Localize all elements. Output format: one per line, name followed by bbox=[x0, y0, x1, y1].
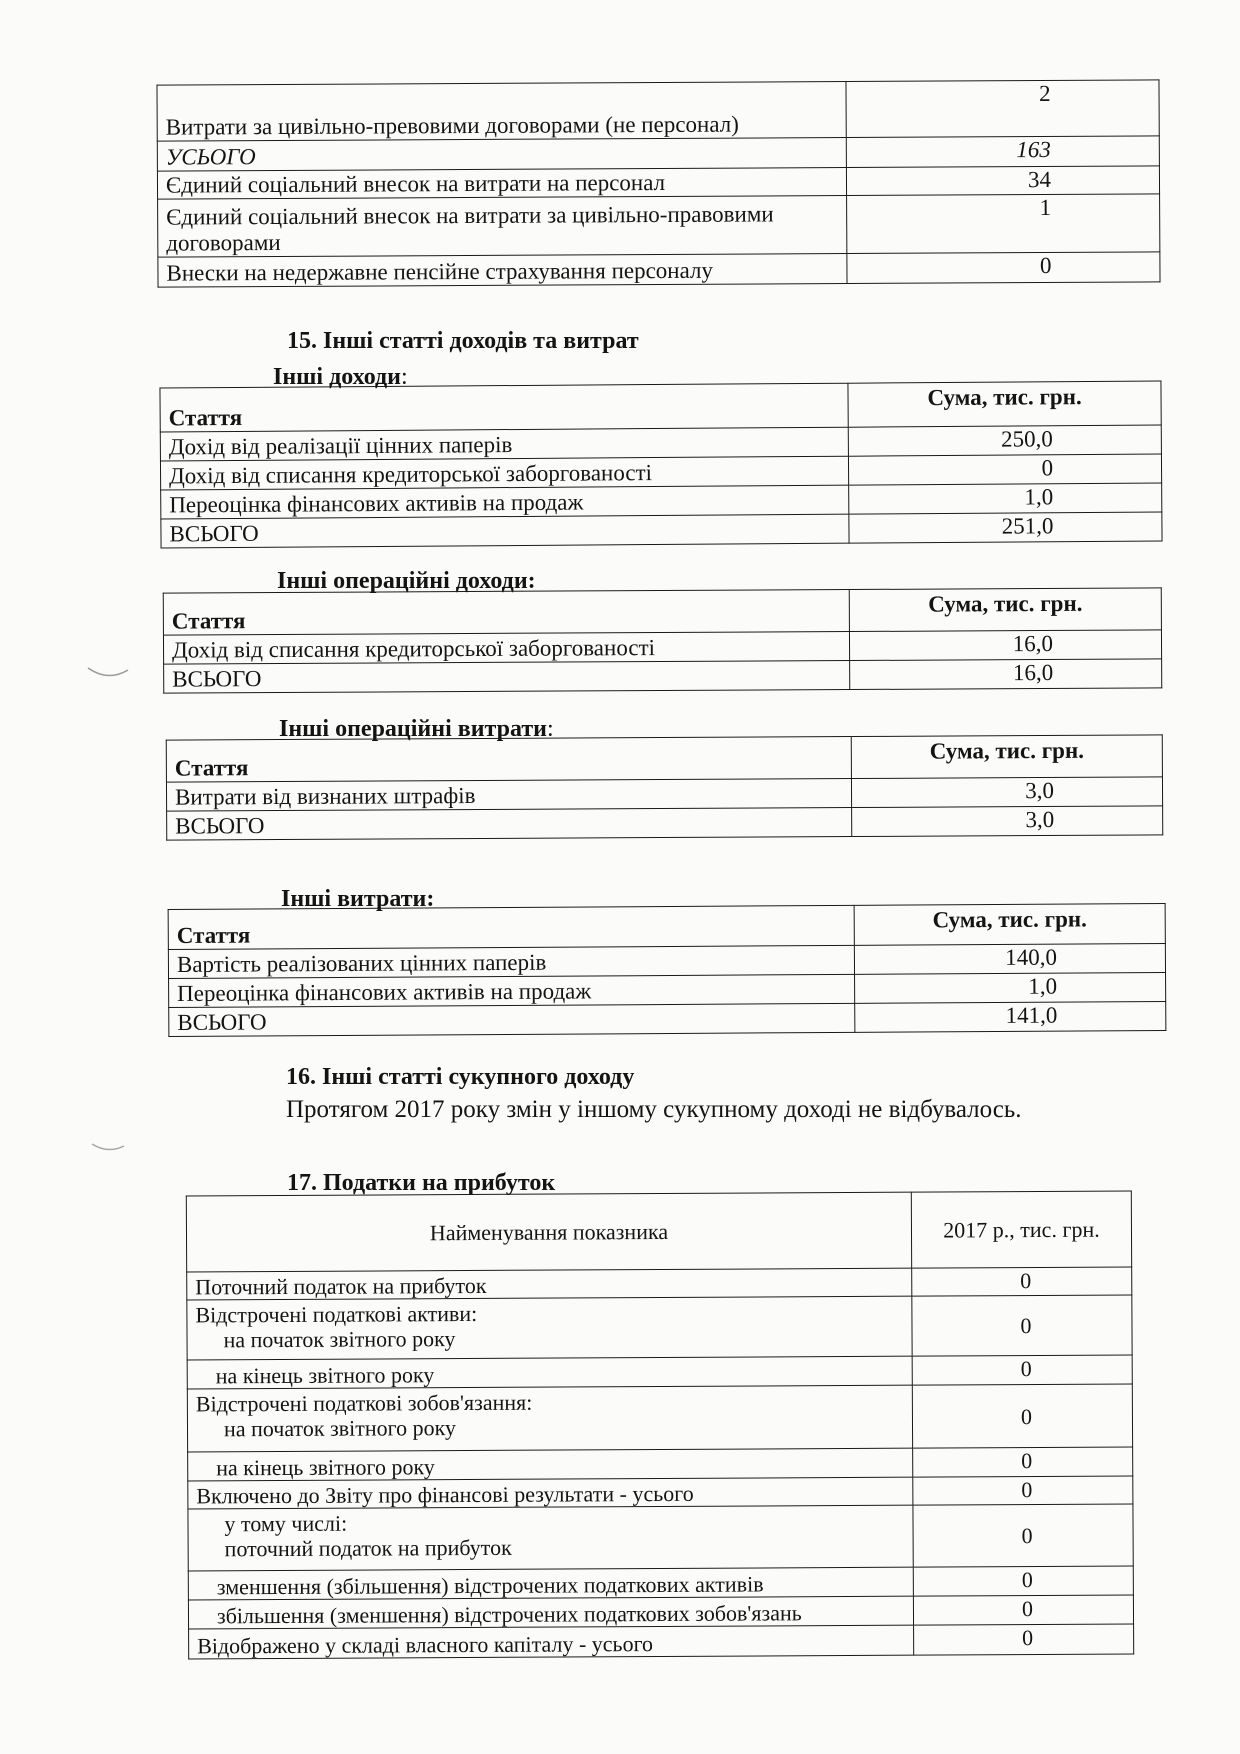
row-value: 141,0 bbox=[855, 1001, 1166, 1032]
row-label: Дохід від реалізації цінних паперів bbox=[160, 427, 848, 461]
header-item: Стаття bbox=[160, 383, 848, 432]
row-value: 0 bbox=[912, 1384, 1132, 1448]
row-value: 0 bbox=[914, 1624, 1134, 1655]
header-item: Найменування показника bbox=[186, 1192, 911, 1272]
row-label: Витрати від визнаних штрафів bbox=[166, 779, 851, 812]
row-value: 0 bbox=[912, 1355, 1132, 1385]
row-label: Вартість реалізованих цінних паперів bbox=[168, 945, 854, 978]
row-value: 0 bbox=[913, 1504, 1133, 1567]
row-label: Переоцінка фінансових активів на продаж bbox=[169, 974, 855, 1007]
row-label: Внески на недержавне пенсійне страхування персоналу bbox=[158, 254, 847, 288]
row-label: ВСЬОГО bbox=[161, 514, 849, 548]
row-label: Переоцінка фінансових активів на продаж bbox=[161, 485, 849, 519]
row-label-line: поточний податок на прибуток bbox=[224, 1534, 512, 1562]
row-value: 140,0 bbox=[854, 943, 1165, 974]
row-label-line: на початок звітного року bbox=[223, 1326, 456, 1353]
row-label: на кінець звітного року bbox=[188, 1448, 913, 1481]
row-value: 16,0 bbox=[849, 630, 1161, 661]
row-value: 0 bbox=[913, 1476, 1133, 1505]
row-label-line: на початок звітного року bbox=[223, 1415, 457, 1442]
row-label: Єдиний соціальний внесок на витрати за цивільно-правовими договорами bbox=[158, 196, 847, 258]
header-sum: Сума, тис. грн. bbox=[851, 735, 1162, 779]
row-value: 0 bbox=[847, 252, 1160, 284]
row-value: 0 bbox=[912, 1295, 1132, 1356]
row-label: збільшення (зменшення) відстрочених податкових зобов'язань bbox=[188, 1596, 913, 1629]
row-label: Відображено у складі власного капіталу - усього bbox=[189, 1625, 914, 1659]
row-value: 0 bbox=[913, 1595, 1133, 1625]
row-value: 3,0 bbox=[852, 806, 1163, 837]
row-value: 0 bbox=[912, 1267, 1132, 1296]
row-label: Єдиний соціальний внесок на витрати на персонал bbox=[157, 168, 846, 200]
row-label-line: у тому числі: bbox=[224, 1510, 348, 1537]
row-label: Дохід від списання кредиторської заборгованості bbox=[163, 632, 849, 665]
row-value: 250,0 bbox=[848, 425, 1161, 456]
row-label-line: Відстрочені податкові зобов'язання: bbox=[195, 1389, 533, 1417]
header-item: Стаття bbox=[168, 905, 854, 949]
row-value: 1,0 bbox=[849, 483, 1162, 514]
header-sum: Сума, тис. грн. bbox=[854, 903, 1165, 945]
punch-mark bbox=[92, 1144, 124, 1150]
row-label: ВСЬОГО bbox=[164, 661, 850, 694]
punch-mark bbox=[88, 668, 128, 676]
row-label: на кінець звітного року bbox=[187, 1356, 912, 1389]
row-value: 251,0 bbox=[849, 512, 1162, 543]
row-value: 0 bbox=[848, 454, 1161, 485]
row-label: УСЬОГО bbox=[157, 138, 846, 172]
row-value: 163 bbox=[846, 136, 1159, 168]
section-17-title: 17. Податки на прибуток bbox=[287, 1170, 556, 1196]
row-label: зменшення (збільшення) відстрочених податкових активів bbox=[188, 1567, 913, 1600]
other-expenses-title: Інші витрати: bbox=[281, 886, 435, 912]
row-label: ВСЬОГО bbox=[167, 808, 852, 841]
other-operating-income-title: Інші операційні доходи: bbox=[277, 568, 536, 594]
header-sum: Сума, тис. грн. bbox=[849, 588, 1161, 632]
section-15-title: 15. Інші статті доходів та витрат bbox=[287, 328, 639, 354]
row-label: Поточний податок на прибуток bbox=[187, 1268, 912, 1300]
row-value: 1 bbox=[847, 194, 1160, 254]
row-label: Витрати за цивільно-превовими договорами (не персонал) bbox=[157, 82, 846, 142]
other-income-title: Інші доходи: bbox=[273, 364, 408, 390]
header-sum: Сума, тис. грн. bbox=[848, 381, 1161, 427]
section-16-text: Протягом 2017 року змін у іншому сукупному доході не відбувалось. bbox=[286, 1096, 1022, 1123]
row-value: 34 bbox=[846, 166, 1159, 196]
other-operating-expenses-title: Інші операційні витрати: bbox=[279, 716, 554, 742]
row-label-line: Відстрочені податкові активи: bbox=[195, 1300, 478, 1328]
row-value: 0 bbox=[913, 1566, 1133, 1596]
row-label: Дохід від списання кредиторської заборгованості bbox=[160, 456, 848, 490]
row-value: 16,0 bbox=[850, 659, 1162, 690]
row-label: ВСЬОГО bbox=[169, 1003, 855, 1036]
section-16-title: 16. Інші статті сукупного доходу bbox=[286, 1064, 635, 1090]
row-value: 0 bbox=[913, 1447, 1133, 1477]
header-item: Стаття bbox=[166, 737, 851, 783]
row-value: 1,0 bbox=[855, 972, 1166, 1003]
row-value: 2 bbox=[846, 80, 1159, 138]
header-item: Стаття bbox=[163, 590, 849, 636]
row-value: 3,0 bbox=[851, 777, 1162, 808]
row-label: Включено до Звіту про фінансові результати - усього bbox=[188, 1477, 913, 1509]
header-value: 2017 р., тис. грн. bbox=[911, 1191, 1131, 1268]
